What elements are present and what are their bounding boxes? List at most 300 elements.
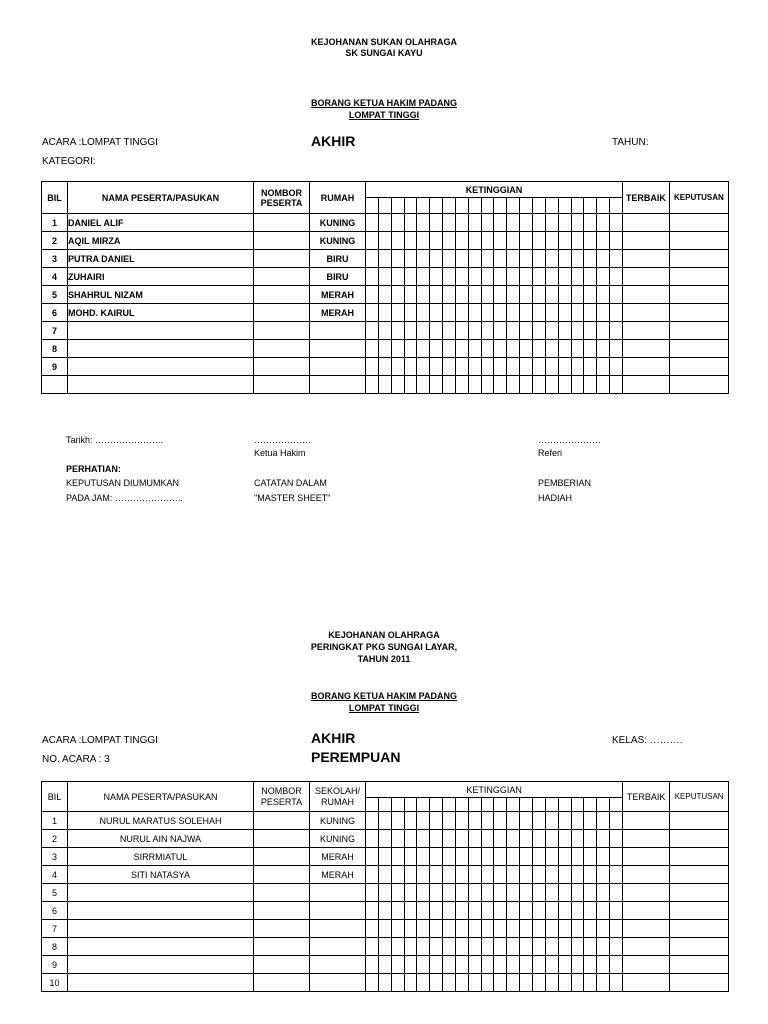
cell-ketinggian[interactable] (571, 232, 584, 250)
cell-ketinggian[interactable] (507, 848, 520, 866)
cell-ketinggian[interactable] (610, 376, 623, 394)
cell-nama[interactable]: AQIL MIRZA (68, 232, 254, 250)
cell-ketinggian[interactable] (558, 304, 571, 322)
cell-ketinggian[interactable] (430, 974, 443, 992)
cell-bil[interactable]: 7 (42, 920, 68, 938)
cell-ketinggian[interactable] (545, 866, 558, 884)
cell-bil[interactable] (42, 376, 68, 394)
cell-ketinggian[interactable] (443, 902, 456, 920)
cell-ketinggian[interactable] (520, 812, 533, 830)
cell-ketinggian[interactable] (545, 884, 558, 902)
cell-ketinggian[interactable] (610, 848, 623, 866)
cell-ketinggian[interactable] (378, 812, 391, 830)
cell-ketinggian[interactable] (571, 340, 584, 358)
cell-ketinggian[interactable] (584, 214, 597, 232)
cell-nama[interactable]: ZUHAIRI (68, 268, 254, 286)
cell-nombor[interactable] (254, 322, 310, 340)
cell-ketinggian[interactable] (468, 812, 481, 830)
cell-ketinggian[interactable] (494, 902, 507, 920)
cell-ketinggian[interactable] (584, 866, 597, 884)
cell-ketinggian[interactable] (532, 304, 545, 322)
cell-ketinggian[interactable] (532, 830, 545, 848)
cell-rumah[interactable] (310, 902, 366, 920)
cell-ketinggian[interactable] (532, 974, 545, 992)
cell-ketinggian[interactable] (597, 322, 610, 340)
cell-rumah[interactable] (310, 340, 366, 358)
cell-ketinggian[interactable] (545, 956, 558, 974)
cell-bil[interactable]: 4 (42, 268, 68, 286)
cell-ketinggian[interactable] (545, 812, 558, 830)
cell-terbaik[interactable] (623, 920, 670, 938)
cell-ketinggian[interactable] (545, 268, 558, 286)
cell-ketinggian[interactable] (443, 214, 456, 232)
cell-ketinggian[interactable] (532, 214, 545, 232)
cell-rumah[interactable] (310, 920, 366, 938)
cell-ketinggian[interactable] (430, 286, 443, 304)
cell-ketinggian[interactable] (455, 232, 468, 250)
cell-ketinggian[interactable] (430, 250, 443, 268)
cell-ketinggian[interactable] (391, 286, 404, 304)
cell-ketinggian[interactable] (610, 340, 623, 358)
cell-ketinggian[interactable] (584, 286, 597, 304)
cell-ketinggian[interactable] (597, 884, 610, 902)
cell-ketinggian[interactable] (417, 376, 430, 394)
cell-ketinggian[interactable] (545, 974, 558, 992)
cell-bil[interactable]: 3 (42, 250, 68, 268)
cell-keputusan[interactable] (670, 866, 729, 884)
cell-ketinggian[interactable] (507, 214, 520, 232)
cell-nombor[interactable] (254, 214, 310, 232)
cell-ketinggian[interactable] (481, 812, 494, 830)
cell-rumah[interactable] (310, 956, 366, 974)
cell-ketinggian[interactable] (391, 376, 404, 394)
cell-ketinggian[interactable] (481, 358, 494, 376)
cell-ketinggian[interactable] (443, 920, 456, 938)
cell-ketinggian[interactable] (443, 848, 456, 866)
cell-ketinggian[interactable] (481, 974, 494, 992)
cell-ketinggian[interactable] (584, 358, 597, 376)
cell-ketinggian[interactable] (391, 232, 404, 250)
cell-nombor[interactable] (254, 902, 310, 920)
cell-ketinggian[interactable] (571, 322, 584, 340)
cell-ketinggian[interactable] (558, 956, 571, 974)
cell-ketinggian[interactable] (597, 866, 610, 884)
cell-ketinggian[interactable] (558, 938, 571, 956)
cell-ketinggian[interactable] (391, 250, 404, 268)
cell-nombor[interactable] (254, 938, 310, 956)
cell-nama[interactable] (68, 340, 254, 358)
cell-ketinggian[interactable] (610, 938, 623, 956)
cell-ketinggian[interactable] (481, 848, 494, 866)
cell-ketinggian[interactable] (507, 340, 520, 358)
cell-keputusan[interactable] (669, 376, 728, 394)
cell-ketinggian[interactable] (443, 250, 456, 268)
cell-ketinggian[interactable] (378, 214, 391, 232)
cell-ketinggian[interactable] (610, 358, 623, 376)
cell-bil[interactable]: 3 (42, 848, 68, 866)
cell-ketinggian[interactable] (404, 848, 417, 866)
cell-ketinggian[interactable] (520, 974, 533, 992)
cell-bil[interactable]: 8 (42, 938, 68, 956)
cell-ketinggian[interactable] (494, 304, 507, 322)
cell-ketinggian[interactable] (558, 340, 571, 358)
cell-ketinggian[interactable] (391, 304, 404, 322)
cell-ketinggian[interactable] (520, 956, 533, 974)
cell-ketinggian[interactable] (558, 322, 571, 340)
cell-ketinggian[interactable] (597, 304, 610, 322)
cell-keputusan[interactable] (669, 304, 728, 322)
cell-ketinggian[interactable] (532, 340, 545, 358)
cell-nama[interactable] (68, 956, 254, 974)
cell-bil[interactable]: 6 (42, 902, 68, 920)
cell-ketinggian[interactable] (610, 322, 623, 340)
cell-ketinggian[interactable] (597, 920, 610, 938)
cell-bil[interactable]: 6 (42, 304, 68, 322)
cell-ketinggian[interactable] (494, 358, 507, 376)
cell-ketinggian[interactable] (455, 286, 468, 304)
cell-ketinggian[interactable] (417, 884, 430, 902)
cell-ketinggian[interactable] (481, 920, 494, 938)
cell-terbaik[interactable] (622, 304, 669, 322)
cell-ketinggian[interactable] (520, 866, 533, 884)
cell-ketinggian[interactable] (468, 830, 481, 848)
cell-ketinggian[interactable] (455, 322, 468, 340)
cell-ketinggian[interactable] (455, 340, 468, 358)
cell-ketinggian[interactable] (494, 866, 507, 884)
cell-ketinggian[interactable] (520, 304, 533, 322)
cell-ketinggian[interactable] (443, 286, 456, 304)
cell-bil[interactable]: 2 (42, 830, 68, 848)
cell-ketinggian[interactable] (404, 322, 417, 340)
cell-ketinggian[interactable] (404, 884, 417, 902)
cell-ketinggian[interactable] (545, 304, 558, 322)
cell-ketinggian[interactable] (481, 938, 494, 956)
cell-ketinggian[interactable] (571, 830, 584, 848)
cell-ketinggian[interactable] (507, 938, 520, 956)
cell-rumah[interactable]: KUNING (310, 214, 366, 232)
cell-nombor[interactable] (254, 866, 310, 884)
cell-ketinggian[interactable] (391, 902, 404, 920)
cell-ketinggian[interactable] (494, 830, 507, 848)
cell-ketinggian[interactable] (481, 830, 494, 848)
cell-ketinggian[interactable] (597, 232, 610, 250)
cell-ketinggian[interactable] (455, 304, 468, 322)
cell-ketinggian[interactable] (584, 956, 597, 974)
cell-nama[interactable] (68, 358, 254, 376)
cell-ketinggian[interactable] (507, 304, 520, 322)
cell-ketinggian[interactable] (443, 830, 456, 848)
cell-ketinggian[interactable] (430, 304, 443, 322)
cell-rumah[interactable] (310, 322, 366, 340)
cell-ketinggian[interactable] (481, 232, 494, 250)
cell-ketinggian[interactable] (417, 214, 430, 232)
cell-nama[interactable]: NURUL MARATUS SOLEHAH (68, 812, 254, 830)
cell-ketinggian[interactable] (443, 812, 456, 830)
cell-nama[interactable] (68, 902, 254, 920)
cell-ketinggian[interactable] (455, 268, 468, 286)
cell-ketinggian[interactable] (571, 848, 584, 866)
cell-ketinggian[interactable] (558, 286, 571, 304)
cell-rumah[interactable]: MERAH (310, 848, 366, 866)
cell-ketinggian[interactable] (610, 956, 623, 974)
cell-ketinggian[interactable] (430, 956, 443, 974)
cell-ketinggian[interactable] (520, 830, 533, 848)
cell-ketinggian[interactable] (455, 956, 468, 974)
cell-rumah[interactable] (310, 358, 366, 376)
cell-ketinggian[interactable] (558, 376, 571, 394)
cell-ketinggian[interactable] (532, 812, 545, 830)
cell-nama[interactable]: SITI NATASYA (68, 866, 254, 884)
cell-rumah[interactable] (310, 974, 366, 992)
cell-ketinggian[interactable] (468, 358, 481, 376)
cell-ketinggian[interactable] (481, 340, 494, 358)
cell-keputusan[interactable] (669, 214, 728, 232)
cell-bil[interactable]: 5 (42, 884, 68, 902)
cell-ketinggian[interactable] (584, 848, 597, 866)
cell-ketinggian[interactable] (378, 974, 391, 992)
cell-ketinggian[interactable] (558, 974, 571, 992)
cell-ketinggian[interactable] (597, 250, 610, 268)
cell-ketinggian[interactable] (378, 268, 391, 286)
cell-ketinggian[interactable] (571, 884, 584, 902)
cell-ketinggian[interactable] (443, 232, 456, 250)
cell-ketinggian[interactable] (584, 938, 597, 956)
cell-nombor[interactable] (254, 956, 310, 974)
cell-ketinggian[interactable] (404, 340, 417, 358)
cell-ketinggian[interactable] (532, 250, 545, 268)
cell-ketinggian[interactable] (507, 974, 520, 992)
cell-ketinggian[interactable] (417, 322, 430, 340)
cell-nombor[interactable] (254, 884, 310, 902)
cell-ketinggian[interactable] (494, 376, 507, 394)
cell-ketinggian[interactable] (378, 376, 391, 394)
cell-ketinggian[interactable] (378, 250, 391, 268)
cell-ketinggian[interactable] (597, 340, 610, 358)
cell-nombor[interactable] (254, 920, 310, 938)
cell-nama[interactable]: SHAHRUL NIZAM (68, 286, 254, 304)
cell-ketinggian[interactable] (468, 938, 481, 956)
cell-ketinggian[interactable] (584, 268, 597, 286)
cell-ketinggian[interactable] (468, 866, 481, 884)
cell-ketinggian[interactable] (378, 340, 391, 358)
cell-nombor[interactable] (254, 358, 310, 376)
cell-ketinggian[interactable] (507, 358, 520, 376)
cell-bil[interactable]: 9 (42, 358, 68, 376)
cell-ketinggian[interactable] (532, 268, 545, 286)
cell-keputusan[interactable] (670, 830, 729, 848)
cell-ketinggian[interactable] (571, 304, 584, 322)
cell-ketinggian[interactable] (558, 920, 571, 938)
cell-ketinggian[interactable] (378, 830, 391, 848)
cell-bil[interactable]: 4 (42, 866, 68, 884)
cell-ketinggian[interactable] (532, 322, 545, 340)
cell-nama[interactable] (68, 884, 254, 902)
cell-ketinggian[interactable] (558, 358, 571, 376)
cell-ketinggian[interactable] (404, 974, 417, 992)
cell-ketinggian[interactable] (455, 938, 468, 956)
cell-ketinggian[interactable] (430, 322, 443, 340)
cell-ketinggian[interactable] (584, 340, 597, 358)
cell-ketinggian[interactable] (507, 268, 520, 286)
cell-bil[interactable]: 7 (42, 322, 68, 340)
cell-terbaik[interactable] (622, 376, 669, 394)
cell-ketinggian[interactable] (571, 286, 584, 304)
cell-keputusan[interactable] (670, 848, 729, 866)
cell-ketinggian[interactable] (520, 286, 533, 304)
cell-ketinggian[interactable] (378, 938, 391, 956)
cell-ketinggian[interactable] (430, 376, 443, 394)
cell-ketinggian[interactable] (507, 376, 520, 394)
cell-ketinggian[interactable] (545, 376, 558, 394)
cell-ketinggian[interactable] (507, 866, 520, 884)
cell-ketinggian[interactable] (507, 956, 520, 974)
cell-ketinggian[interactable] (545, 250, 558, 268)
cell-terbaik[interactable] (623, 902, 670, 920)
cell-ketinggian[interactable] (545, 286, 558, 304)
cell-ketinggian[interactable] (366, 268, 379, 286)
cell-rumah[interactable]: BIRU (310, 250, 366, 268)
cell-ketinggian[interactable] (391, 358, 404, 376)
cell-ketinggian[interactable] (597, 830, 610, 848)
cell-ketinggian[interactable] (417, 232, 430, 250)
cell-ketinggian[interactable] (507, 830, 520, 848)
cell-keputusan[interactable] (669, 358, 728, 376)
cell-ketinggian[interactable] (494, 340, 507, 358)
cell-terbaik[interactable] (622, 358, 669, 376)
cell-ketinggian[interactable] (468, 286, 481, 304)
cell-keputusan[interactable] (669, 268, 728, 286)
cell-ketinggian[interactable] (558, 812, 571, 830)
cell-nama[interactable]: MOHD. KAIRUL (68, 304, 254, 322)
cell-ketinggian[interactable] (481, 268, 494, 286)
cell-ketinggian[interactable] (610, 830, 623, 848)
cell-ketinggian[interactable] (597, 974, 610, 992)
cell-ketinggian[interactable] (417, 902, 430, 920)
cell-ketinggian[interactable] (468, 304, 481, 322)
cell-ketinggian[interactable] (366, 340, 379, 358)
cell-ketinggian[interactable] (468, 340, 481, 358)
cell-nama[interactable] (68, 376, 254, 394)
cell-ketinggian[interactable] (366, 812, 379, 830)
cell-ketinggian[interactable] (597, 902, 610, 920)
cell-ketinggian[interactable] (610, 974, 623, 992)
cell-ketinggian[interactable] (366, 322, 379, 340)
cell-ketinggian[interactable] (366, 956, 379, 974)
cell-keputusan[interactable] (670, 884, 729, 902)
cell-nama[interactable]: PUTRA DANIEL (68, 250, 254, 268)
cell-terbaik[interactable] (622, 322, 669, 340)
cell-ketinggian[interactable] (430, 920, 443, 938)
cell-ketinggian[interactable] (558, 250, 571, 268)
cell-ketinggian[interactable] (494, 250, 507, 268)
cell-ketinggian[interactable] (494, 232, 507, 250)
cell-ketinggian[interactable] (610, 268, 623, 286)
cell-keputusan[interactable] (670, 902, 729, 920)
cell-ketinggian[interactable] (571, 376, 584, 394)
cell-ketinggian[interactable] (468, 920, 481, 938)
cell-ketinggian[interactable] (584, 920, 597, 938)
cell-ketinggian[interactable] (545, 358, 558, 376)
cell-ketinggian[interactable] (430, 830, 443, 848)
cell-ketinggian[interactable] (571, 812, 584, 830)
cell-ketinggian[interactable] (417, 286, 430, 304)
cell-ketinggian[interactable] (610, 232, 623, 250)
cell-nombor[interactable] (254, 812, 310, 830)
cell-ketinggian[interactable] (571, 974, 584, 992)
cell-ketinggian[interactable] (494, 268, 507, 286)
cell-ketinggian[interactable] (366, 286, 379, 304)
cell-ketinggian[interactable] (610, 902, 623, 920)
cell-ketinggian[interactable] (391, 214, 404, 232)
cell-ketinggian[interactable] (520, 376, 533, 394)
cell-nama[interactable] (68, 938, 254, 956)
cell-ketinggian[interactable] (455, 902, 468, 920)
cell-terbaik[interactable] (623, 884, 670, 902)
cell-ketinggian[interactable] (610, 884, 623, 902)
cell-ketinggian[interactable] (404, 232, 417, 250)
cell-terbaik[interactable] (622, 214, 669, 232)
cell-ketinggian[interactable] (571, 250, 584, 268)
cell-ketinggian[interactable] (455, 884, 468, 902)
cell-ketinggian[interactable] (610, 866, 623, 884)
cell-ketinggian[interactable] (597, 848, 610, 866)
cell-rumah[interactable] (310, 884, 366, 902)
cell-nombor[interactable] (254, 340, 310, 358)
cell-ketinggian[interactable] (391, 340, 404, 358)
cell-ketinggian[interactable] (494, 938, 507, 956)
cell-ketinggian[interactable] (532, 866, 545, 884)
cell-ketinggian[interactable] (366, 376, 379, 394)
cell-ketinggian[interactable] (571, 866, 584, 884)
cell-ketinggian[interactable] (558, 830, 571, 848)
cell-ketinggian[interactable] (417, 812, 430, 830)
cell-nombor[interactable] (254, 974, 310, 992)
cell-ketinggian[interactable] (494, 884, 507, 902)
cell-bil[interactable]: 8 (42, 340, 68, 358)
cell-bil[interactable]: 5 (42, 286, 68, 304)
cell-ketinggian[interactable] (455, 974, 468, 992)
cell-ketinggian[interactable] (520, 902, 533, 920)
cell-ketinggian[interactable] (545, 848, 558, 866)
cell-ketinggian[interactable] (443, 884, 456, 902)
cell-ketinggian[interactable] (558, 848, 571, 866)
cell-terbaik[interactable] (623, 830, 670, 848)
cell-ketinggian[interactable] (520, 214, 533, 232)
cell-nama[interactable] (68, 974, 254, 992)
cell-keputusan[interactable] (670, 974, 729, 992)
cell-ketinggian[interactable] (545, 214, 558, 232)
cell-rumah[interactable]: BIRU (310, 268, 366, 286)
cell-ketinggian[interactable] (507, 920, 520, 938)
cell-keputusan[interactable] (669, 232, 728, 250)
cell-ketinggian[interactable] (558, 902, 571, 920)
cell-rumah[interactable] (310, 938, 366, 956)
cell-ketinggian[interactable] (468, 956, 481, 974)
cell-nama[interactable] (68, 322, 254, 340)
cell-keputusan[interactable] (670, 920, 729, 938)
cell-ketinggian[interactable] (366, 884, 379, 902)
cell-nama[interactable]: DANIEL ALIF (68, 214, 254, 232)
cell-ketinggian[interactable] (391, 268, 404, 286)
cell-ketinggian[interactable] (494, 322, 507, 340)
cell-rumah[interactable]: MERAH (310, 866, 366, 884)
cell-ketinggian[interactable] (378, 322, 391, 340)
cell-terbaik[interactable] (623, 848, 670, 866)
cell-ketinggian[interactable] (366, 974, 379, 992)
cell-ketinggian[interactable] (391, 812, 404, 830)
cell-nombor[interactable] (254, 268, 310, 286)
cell-ketinggian[interactable] (584, 376, 597, 394)
